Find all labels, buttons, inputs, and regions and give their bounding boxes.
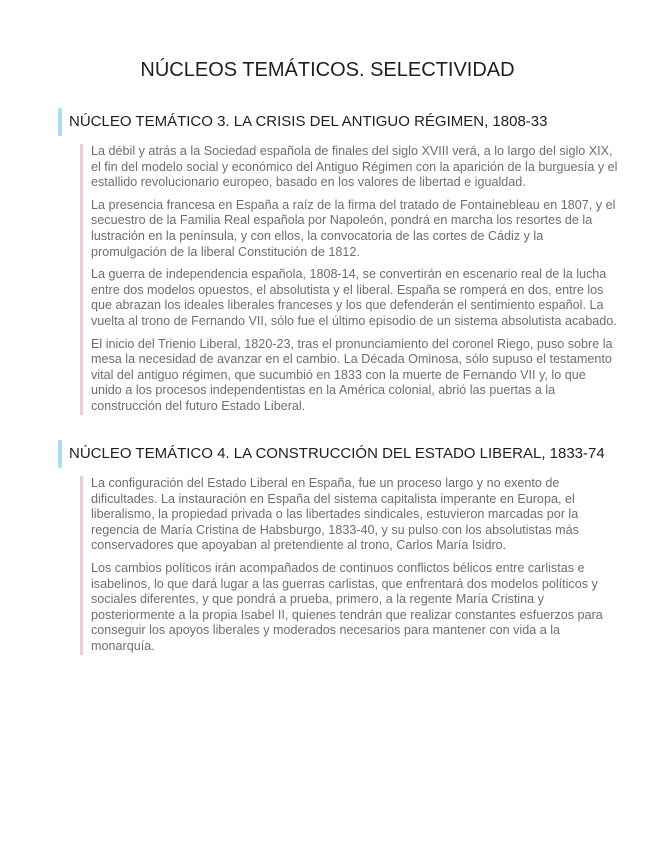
paragraph-accent-bar bbox=[80, 476, 83, 554]
heading-accent-bar bbox=[58, 440, 62, 468]
paragraph-accent-bar bbox=[80, 330, 83, 337]
paragraph-spacer bbox=[58, 260, 618, 267]
paragraph bbox=[58, 476, 618, 554]
paragraph-text: La presencia francesa en España a raíz de la firma del tratado de Fontainebleau en 1807, y el secuestro de la Familia Real española por Napoleón, pondrá en marcha los resortes de la lustración en la península, y con ellos, la convocatoria de las cortes de Cádiz y la promulgación de la liberal Constitución de 1812. bbox=[91, 197, 616, 259]
paragraph-text: Los cambios políticos irán acompañados de continuos conflictos bélicos entre carlistas e isabelinos, lo que dará lugar a las guerras carlistas, que enfrentará dos modelos políticos y sociales diferentes, y que pondrá a prueba, primero, a la regente María Cristina y posteriormente a la propia Isabel II, quienes tendrán que realizar constantes esfuerzos para conseguir los apoyos liberales y moderados necesarios para mantener con vida a la monarquía. bbox=[91, 560, 603, 653]
section-nucleo-3 bbox=[58, 108, 618, 415]
paragraph-spacer bbox=[58, 191, 618, 198]
paragraph-accent-bar bbox=[80, 561, 83, 655]
section-heading-text: NÚCLEO TEMÁTICO 4. LA CONSTRUCCIÓN DEL ESTADO LIBERAL, 1833-74 bbox=[69, 445, 605, 462]
paragraph-accent-bar bbox=[80, 198, 83, 260]
paragraph-accent-bar bbox=[80, 267, 83, 329]
paragraph bbox=[58, 267, 618, 329]
section-nucleo-4 bbox=[58, 440, 618, 655]
paragraph-text: La guerra de independencia española, 1808-14, se convertirán en escenario real de la lucha entre dos modelos opuestos, el absolutista y el liberal. España se romperá en dos, entre los que abrazan los ideales liberales franceses y los que defenderán el sentimiento español. La vuelta al trono de Fernando VII, sólo fue el último episodio de un sistema absolutista acabado. bbox=[91, 267, 617, 328]
paragraph-accent-bar bbox=[80, 191, 83, 198]
paragraph-accent-bar bbox=[80, 144, 83, 191]
section-heading bbox=[58, 108, 618, 136]
section-heading-text: NÚCLEO TEMÁTICO 3. LA CRISIS DEL ANTIGUO RÉGIMEN, 1808-33 bbox=[69, 113, 548, 130]
paragraph-spacer bbox=[58, 554, 618, 561]
paragraph bbox=[58, 561, 618, 655]
paragraph-accent-bar bbox=[80, 337, 83, 415]
paragraph bbox=[58, 198, 618, 260]
paragraph bbox=[58, 144, 618, 191]
paragraph-accent-bar bbox=[80, 554, 83, 561]
paragraph-text: La débil y atrás a la Sociedad española de finales del siglo XVIII verá, a lo largo del siglo XIX, el fin del modelo social y económico del Antiguo Régimen con la aparición de la burguesía y el estallido revolucionario europeo, basado en los valores de libertad e igualdad. bbox=[91, 144, 618, 190]
paragraph-spacer bbox=[58, 330, 618, 337]
paragraph-text: La configuración del Estado Liberal en España, fue un proceso largo y no exento de dificultades. La instauración en España del sistema capitalista imperante en Europa, el liberalismo, la propiedad privada o las libertades sindicales, estuvieron marcadas por la regencia de María Cristina de Habsburgo, 1833-40, y su pulso con los absolutistas más conservadores que apoyaban al pretendiente al trono, Carlos María Isidro. bbox=[91, 476, 579, 553]
paragraph-accent-bar bbox=[80, 260, 83, 267]
paragraph-text: El inicio del Trienio Liberal, 1820-23, tras el pronunciamiento del coronel Riego, puso sobre la mesa la necesidad de avanzar en el cambio. La Década Ominosa, sólo supuso el testamento vital del antiguo régimen, que sucumbió en 1833 con la muerte de Fernando VII y, lo que unido a los procesos independentistas en la América colonial, abrió las puertas a la construcción del futuro Estado Liberal. bbox=[91, 336, 613, 413]
heading-accent-bar bbox=[58, 108, 62, 136]
section-heading bbox=[58, 440, 618, 468]
page-title: NÚCLEOS TEMÁTICOS. SELECTIVIDAD bbox=[140, 59, 515, 81]
paragraph bbox=[58, 337, 618, 415]
